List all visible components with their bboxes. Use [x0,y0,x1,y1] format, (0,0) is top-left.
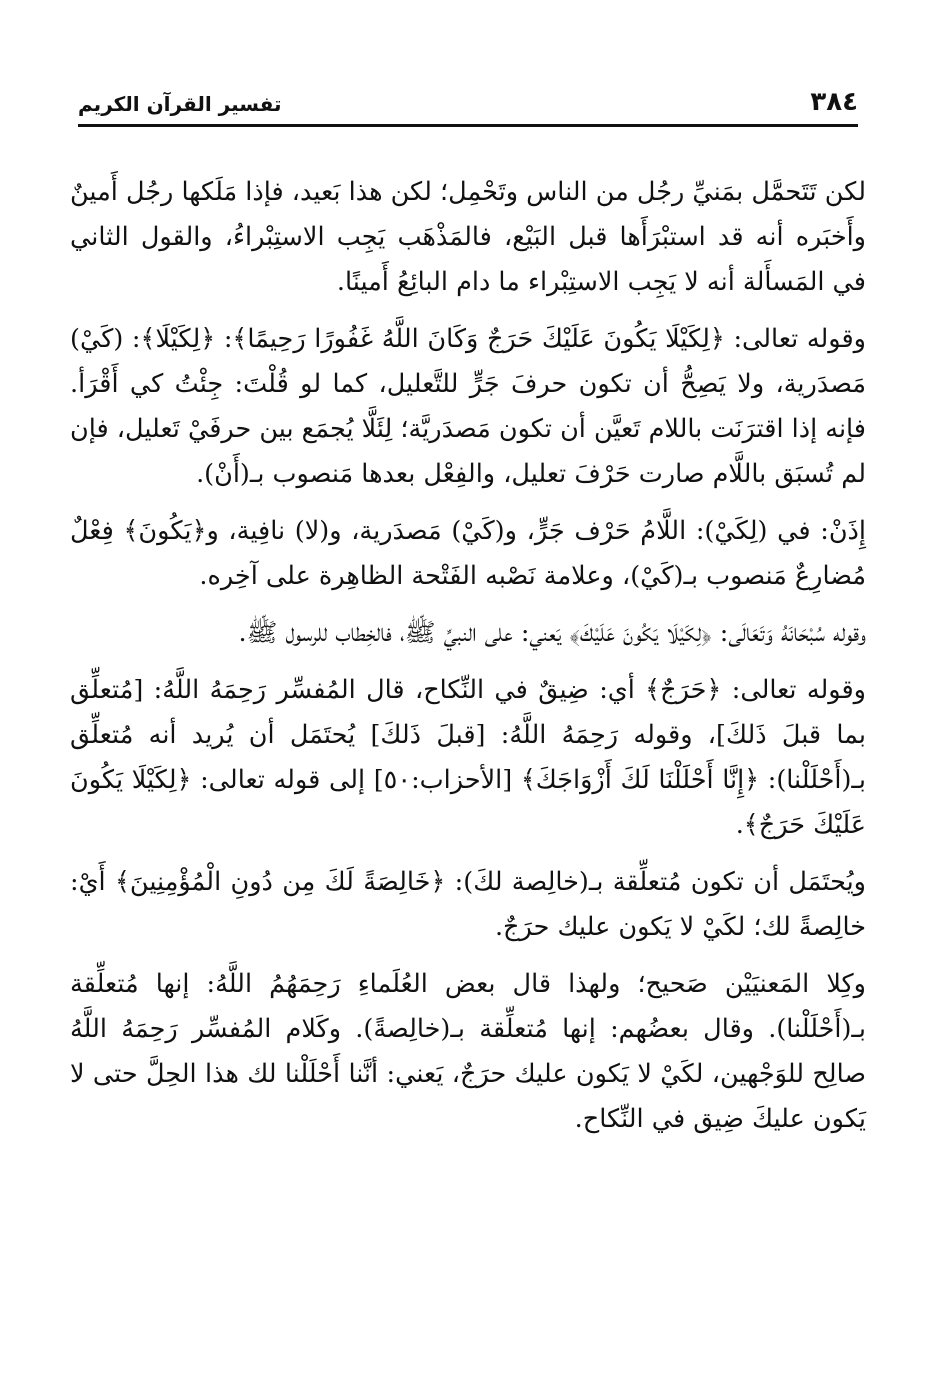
paragraph-5: وقوله تعالى: ﴿حَرَجٌ﴾ أي: ضِيقٌ في النِّكاح، قال المُفسِّر رَحِمَهُ اللَّهُ: [مُتعلِّق بما قبلَ ذَلكَ]، وقوله رَحِمَهُ اللَّهُ: [قبلَ ذَلكَ] يُحتَمَل أن يُريد أنه مُتعلِّق بـ(أَحْلَلْنا): ﴿إِنَّا أَحْلَلْنَا لَكَ أَزْوَاجَكَ﴾ [الأحزاب:٥٠] إلى قوله تعالى: ﴿لِكَيْلَا يَكُونَ عَلَيْكَ حَرَجٌ﴾. [70,675,866,840]
paragraph-2: وقوله تعالى: ﴿لِكَيْلَا يَكُونَ عَلَيْكَ حَرَجٌ وَكَانَ اللَّهُ غَفُورًا رَحِيمًا﴾: ﴿لِكَيْلَا﴾: (كَيْ) مَصدَرية، ولا يَصِحُّ أن تكون حرفَ جَرٍّ للتَّعليل، كما لو قُلْتَ: جِئْتُ كي أَقْرَأ. فإنه إذا اقترَنَت باللام تَعيَّن أن تكون مَصدَريَّة؛ لِئَلَّا يُجمَع بين حرفَيْ تَعليل، فإن لم تُسبَق باللَّام صارت حَرْفَ تعليل، والفِعْل بعدها مَنصوب بـ(أَنْ). [70,324,866,489]
page-number: ٣٨٤ [810,87,858,117]
paragraph-4: وقوله سُبْحَانَهُ وَتَعَالَى: ﴿لِكَيْلَا يَكُونَ عَلَيْكَ﴾ يَعني: على النبيِّ ﷺ، فالخِطاب للرسول ﷺ. [238,618,866,648]
page-header [78,86,858,126]
paragraph-7: وكِلا المَعنيَيْن صَحيح؛ ولهذا قال بعض العُلَماءِ رَحِمَهُمُ اللَّهُ: إنها مُتعلِّقة بـ(أَحْلَلْنا). وقال بعضُهم: إنها مُتعلِّقة بـ(خالِصةً). وكَلام المُفسِّر رَحِمَهُ اللَّهُ صالِح للوَجْهين، لكَيْ لا يَكون عليك حرَجٌ، يَعني: أنَّنا أَحْلَلْنا لك هذا الحِلَّ حتى لا يَكون عليكَ ضِيق في النِّكاح. [70,969,866,1134]
running-title: تفسير القرآن الكريم [78,92,282,116]
paragraph-6: ويُحتَمَل أن تكون مُتعلِّقة بـ(خالِصة لكَ): ﴿خَالِصَةً لَكَ مِن دُونِ الْمُؤْمِنِينَ﴾ أَيْ: خالِصةً لك؛ لكَيْ لا يَكون عليك حرَجٌ. [70,867,866,942]
body-text [70,170,866,1154]
paragraph-3: إِذَنْ: في (لِكَيْ): اللَّامُ حَرْف جَرٍّ، و(كَيْ) مَصدَرية، و(لا) نافِية، و﴿يَكُونَ﴾ فِعْلٌ مُضارِعٌ مَنصوب بـ(كَيْ)، وعلامة نَصْبه الفَتْحة الظاهِرة على آخِره. [70,516,866,591]
header-divider [78,124,858,127]
paragraph-1: لكن تَتَحمَّل بمَنيِّ رجُل من الناس وتَحْمِل؛ لكن هذا بَعيد، فإذا مَلَكها رجُل أَمينٌ وأَخبَره أنه قد استبْرَأَها قبل البَيْع، فالمَذْهَب يَجِب الاستِبْراءُ، والقول الثاني في المَسأَلة أنه لا يَجِب الاستِبْراء ما دام البائِعُ أَمينًا. [70,177,866,297]
